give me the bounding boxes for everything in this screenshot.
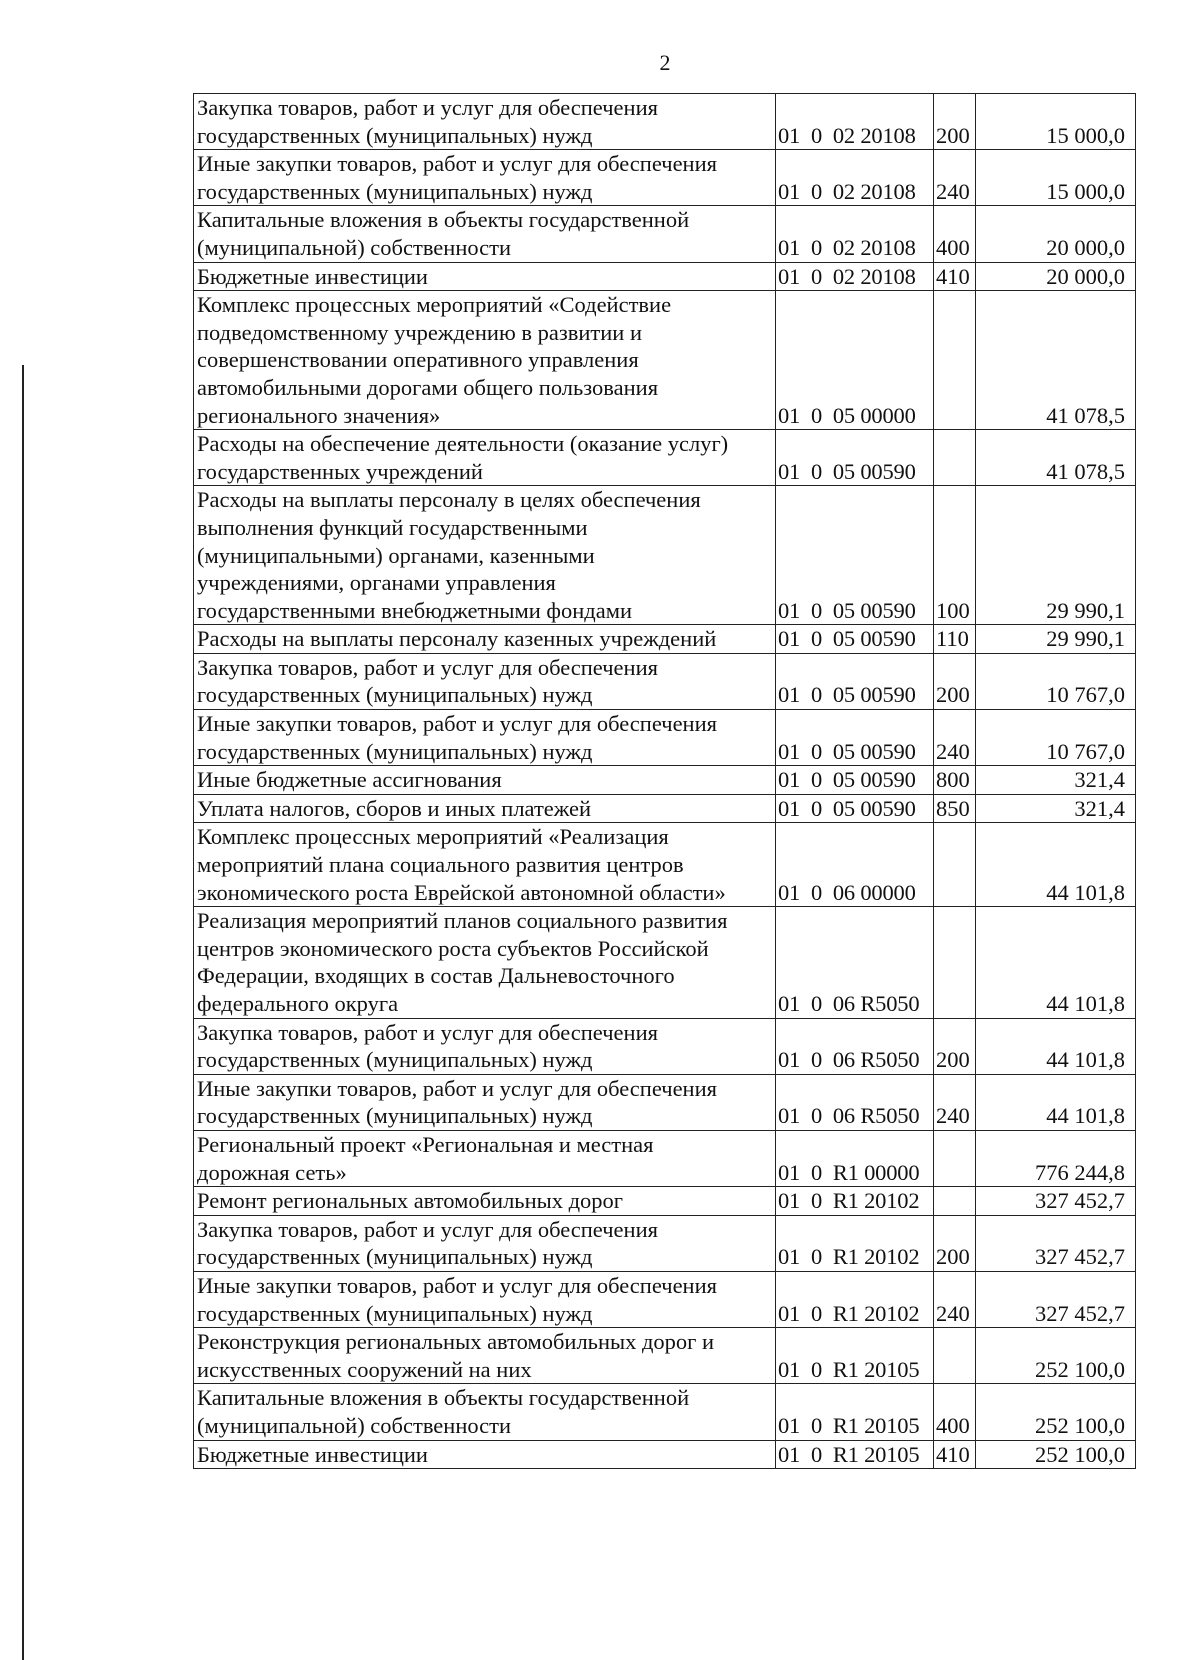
row-sum-cell: 44 101,8 [976,907,1136,1018]
row-name-cell: Расходы на обеспечение деятельности (оказание услуг) государственных учреждений [194,430,776,486]
row-name-cell: Закупка товаров, работ и услуг для обеспечения государственных (муниципальных) нужд [194,94,776,150]
table-row [194,907,1136,1018]
row-vr-cell: 240 [934,150,976,206]
row-code-cell: 01 0 05 00590 [776,486,934,625]
row-code-cell: 01 0 02 20108 [776,262,934,291]
row-sum-cell: 44 101,8 [976,1018,1136,1074]
table-row [194,1130,1136,1186]
margin-line [22,365,24,1660]
row-sum-cell: 29 990,1 [976,625,1136,654]
table-row [194,794,1136,823]
table-row [194,94,1136,150]
row-vr-cell [934,430,976,486]
row-code-cell: 01 0 R1 00000 [776,1130,934,1186]
row-code-cell: 01 0 06 R5050 [776,1018,934,1074]
row-code-cell: 01 0 05 00590 [776,766,934,795]
row-vr-cell: 410 [934,262,976,291]
row-code-cell: 01 0 06 00000 [776,823,934,907]
row-name-cell: Региональный проект «Региональная и местная дорожная сеть» [194,1130,776,1186]
table-row [194,1328,1136,1384]
table-row [194,1018,1136,1074]
row-code-cell: 01 0 06 R5050 [776,907,934,1018]
table-row [194,625,1136,654]
row-code-cell: 01 0 05 00590 [776,625,934,654]
row-name-cell: Закупка товаров, работ и услуг для обеспечения государственных (муниципальных) нужд [194,1018,776,1074]
row-code-cell: 01 0 06 R5050 [776,1074,934,1130]
table-row [194,150,1136,206]
row-vr-cell: 850 [934,794,976,823]
row-vr-cell: 110 [934,625,976,654]
table-row [194,766,1136,795]
table-row [194,486,1136,625]
row-code-cell: 01 0 R1 20105 [776,1440,934,1469]
row-name-cell: Комплекс процессных мероприятий «Реализация мероприятий плана социального развития центров экономического роста Еврейской автономной области» [194,823,776,907]
row-name-cell: Иные закупки товаров, работ и услуг для обеспечения государственных (муниципальных) нужд [194,710,776,766]
row-sum-cell: 44 101,8 [976,823,1136,907]
row-name-cell: Реконструкция региональных автомобильных дорог и искусственных сооружений на них [194,1328,776,1384]
row-code-cell: 01 0 R1 20105 [776,1384,934,1440]
row-vr-cell: 200 [934,1018,976,1074]
row-name-cell: Уплата налогов, сборов и иных платежей [194,794,776,823]
row-code-cell: 01 0 05 00590 [776,794,934,823]
row-sum-cell: 41 078,5 [976,291,1136,430]
row-name-cell: Иные закупки товаров, работ и услуг для обеспечения государственных (муниципальных) нужд [194,1074,776,1130]
table-row [194,1440,1136,1469]
row-vr-cell: 200 [934,94,976,150]
table-row [194,262,1136,291]
row-name-cell: Иные закупки товаров, работ и услуг для обеспечения государственных (муниципальных) нужд [194,1271,776,1327]
row-vr-cell: 240 [934,710,976,766]
table-row [194,653,1136,709]
row-code-cell: 01 0 05 00000 [776,291,934,430]
row-vr-cell [934,1187,976,1216]
row-sum-cell: 327 452,7 [976,1271,1136,1327]
row-vr-cell [934,907,976,1018]
row-vr-cell [934,823,976,907]
row-name-cell: Расходы на выплаты персоналу в целях обеспечения выполнения функций государственными (муниципальными) органами, казенными учреждениями, органами управления государственными внебюджетными фондами [194,486,776,625]
row-name-cell: Бюджетные инвестиции [194,262,776,291]
row-name-cell: Иные закупки товаров, работ и услуг для обеспечения государственных (муниципальных) нужд [194,150,776,206]
row-vr-cell: 410 [934,1440,976,1469]
row-name-cell: Расходы на выплаты персоналу казенных учреждений [194,625,776,654]
row-name-cell: Капитальные вложения в объекты государственной (муниципальной) собственности [194,206,776,262]
row-code-cell: 01 0 05 00590 [776,430,934,486]
row-sum-cell: 321,4 [976,766,1136,795]
row-vr-cell: 240 [934,1271,976,1327]
budget-table-body [194,94,1136,1469]
row-code-cell: 01 0 05 00590 [776,710,934,766]
row-name-cell: Ремонт региональных автомобильных дорог [194,1187,776,1216]
row-vr-cell: 100 [934,486,976,625]
row-name-cell: Закупка товаров, работ и услуг для обеспечения государственных (муниципальных) нужд [194,1215,776,1271]
row-sum-cell: 29 990,1 [976,486,1136,625]
table-row [194,1215,1136,1271]
row-sum-cell: 41 078,5 [976,430,1136,486]
row-sum-cell: 321,4 [976,794,1136,823]
table-row [194,710,1136,766]
table-row [194,1187,1136,1216]
row-name-cell: Закупка товаров, работ и услуг для обеспечения государственных (муниципальных) нужд [194,653,776,709]
row-vr-cell [934,1130,976,1186]
row-sum-cell: 252 100,0 [976,1384,1136,1440]
row-code-cell: 01 0 02 20108 [776,206,934,262]
row-sum-cell: 15 000,0 [976,150,1136,206]
row-sum-cell: 20 000,0 [976,262,1136,291]
table-row [194,430,1136,486]
table-row [194,291,1136,430]
row-vr-cell: 200 [934,1215,976,1271]
row-code-cell: 01 0 05 00590 [776,653,934,709]
row-code-cell: 01 0 02 20108 [776,94,934,150]
row-name-cell: Комплекс процессных мероприятий «Содействие подведомственному учреждению в развитии и совершенствовании оперативного управления автомобильными дорогами общего пользования регионального значения» [194,291,776,430]
table-row [194,1384,1136,1440]
table-row [194,1074,1136,1130]
row-sum-cell: 10 767,0 [976,710,1136,766]
row-name-cell: Капитальные вложения в объекты государственной (муниципальной) собственности [194,1384,776,1440]
row-sum-cell: 252 100,0 [976,1328,1136,1384]
row-vr-cell: 400 [934,1384,976,1440]
row-sum-cell: 15 000,0 [976,94,1136,150]
row-vr-cell: 240 [934,1074,976,1130]
table-row [194,206,1136,262]
row-vr-cell [934,291,976,430]
row-name-cell: Реализация мероприятий планов социального развития центров экономического роста субъектов Российской Федерации, входящих в состав Дальневосточного федерального округа [194,907,776,1018]
row-sum-cell: 776 244,8 [976,1130,1136,1186]
row-name-cell: Иные бюджетные ассигнования [194,766,776,795]
row-name-cell: Бюджетные инвестиции [194,1440,776,1469]
row-sum-cell: 327 452,7 [976,1187,1136,1216]
row-sum-cell: 20 000,0 [976,206,1136,262]
row-vr-cell: 800 [934,766,976,795]
row-sum-cell: 327 452,7 [976,1215,1136,1271]
row-code-cell: 01 0 R1 20105 [776,1328,934,1384]
row-code-cell: 01 0 02 20108 [776,150,934,206]
row-code-cell: 01 0 R1 20102 [776,1271,934,1327]
row-vr-cell: 400 [934,206,976,262]
table-row [194,1271,1136,1327]
row-sum-cell: 252 100,0 [976,1440,1136,1469]
row-code-cell: 01 0 R1 20102 [776,1215,934,1271]
row-sum-cell: 44 101,8 [976,1074,1136,1130]
page-number: 2 [659,50,671,75]
table-row [194,823,1136,907]
row-code-cell: 01 0 R1 20102 [776,1187,934,1216]
row-vr-cell: 200 [934,653,976,709]
budget-table [193,93,1136,1469]
row-vr-cell [934,1328,976,1384]
row-sum-cell: 10 767,0 [976,653,1136,709]
